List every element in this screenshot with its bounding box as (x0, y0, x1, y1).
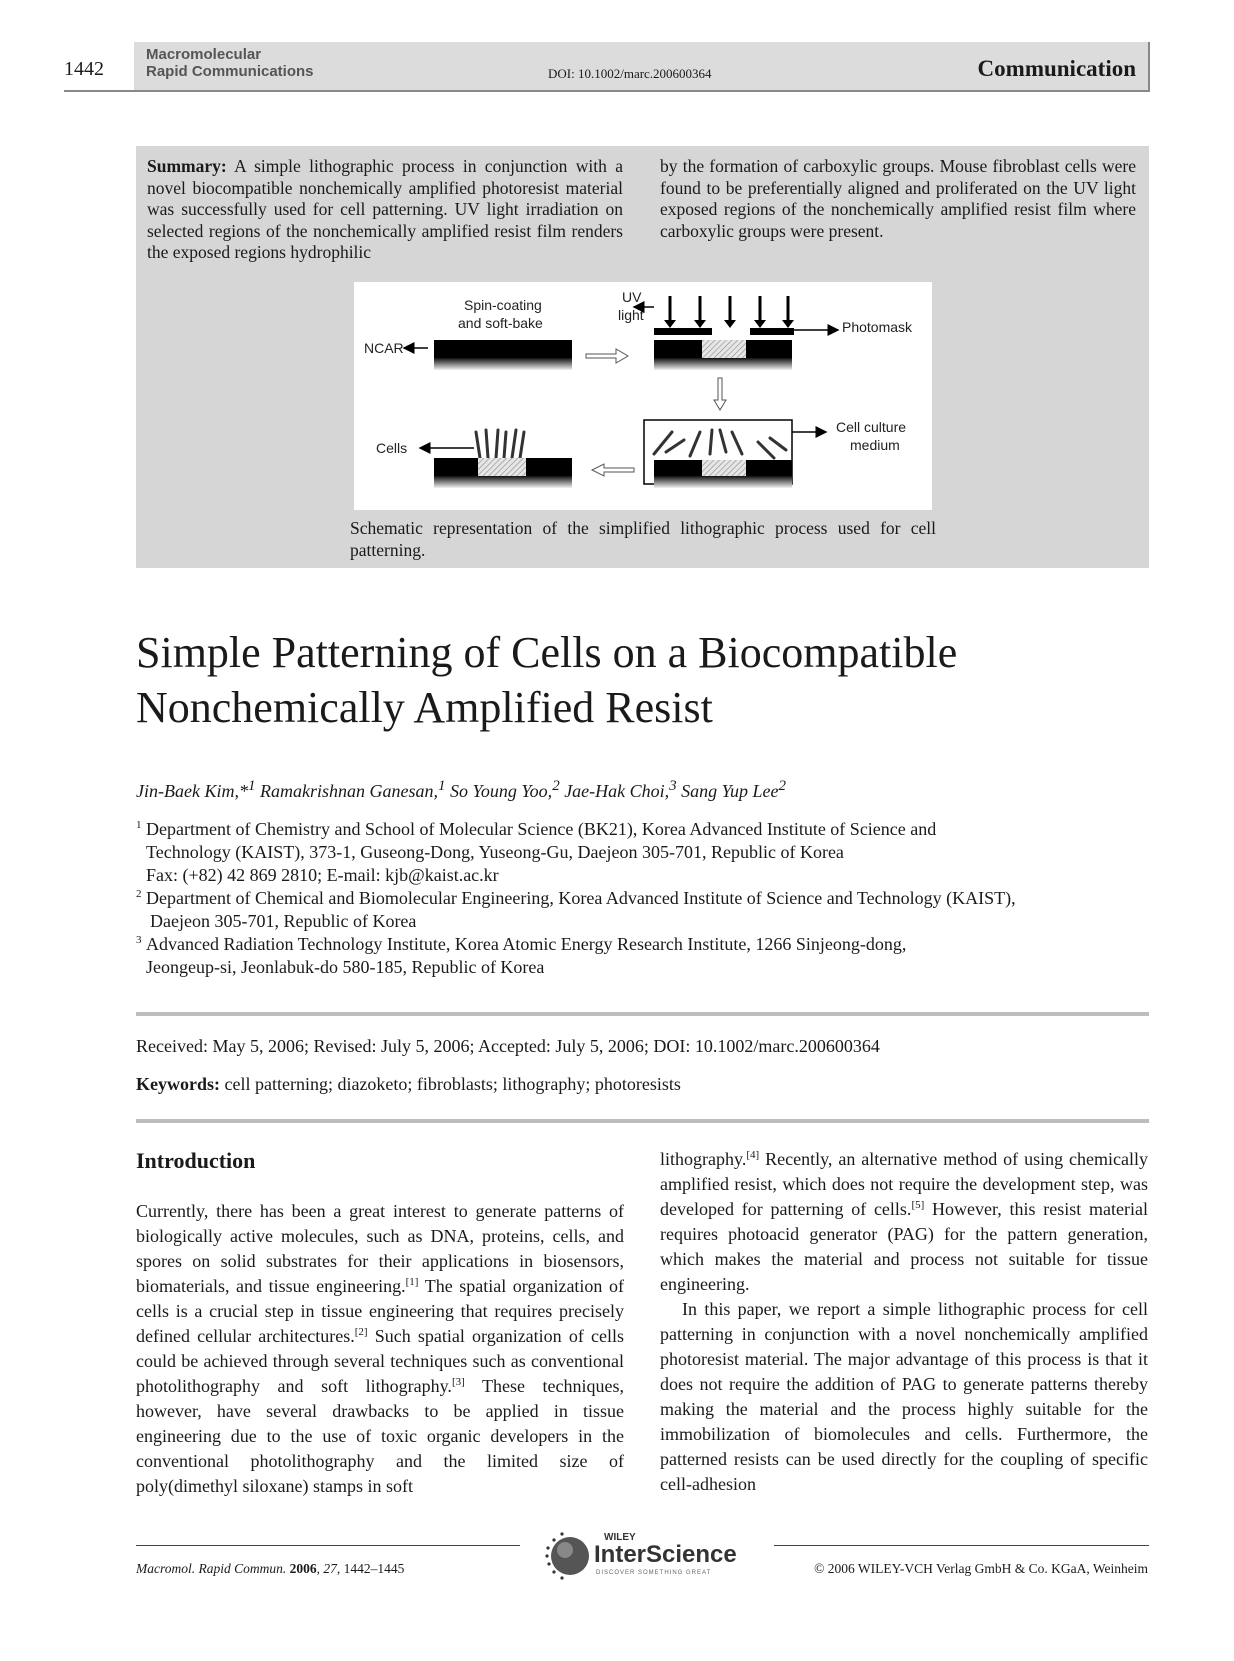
journal-name (146, 46, 314, 80)
body-text: However, this resist material requires photoacid generator (PAG) for the pattern generation, which makes the material and process not suitable for tissue engineering. (660, 1199, 1148, 1294)
header-doi: DOI: 10.1002/marc.200600364 (548, 66, 712, 81)
label-cells: Cells (376, 440, 408, 456)
author-3-sup: 2 (552, 778, 560, 794)
summary-label: Summary: (147, 156, 227, 176)
footer-rule-left (136, 1545, 520, 1546)
footer-pages: 1442–1445 (343, 1561, 405, 1576)
author-2-sup: 1 (437, 778, 446, 794)
affiliation-line: Department of Chemistry and School of Molecular Science (BK21), Korea Advanced Institute of Science and (146, 819, 937, 839)
interscience-logo[interactable] (544, 1528, 754, 1584)
label-spin1: Spin-coating (464, 297, 542, 313)
citation-4[interactable]: [4] (746, 1149, 760, 1161)
header-rule (64, 90, 136, 92)
body-text: The spatial organization of cells is a crucial step in tissue engineering that requires precisely defined cellular architectures. (136, 1276, 624, 1346)
author-4-sup: 3 (669, 778, 677, 794)
citation-5[interactable]: [5] (911, 1199, 925, 1211)
author-5-sup: 2 (778, 778, 787, 794)
affiliation-line: Technology (KAIST), 373-1, Guseong-Dong, Yuseong-Gu, Daejeon 305-701, Republic of Korea (146, 842, 844, 862)
label-medium2: medium (850, 437, 900, 453)
affiliation-line: Daejeon 305-701, Republic of Korea (150, 911, 417, 931)
lithography-schematic (354, 282, 932, 510)
label-spin2: and soft-bake (458, 315, 543, 331)
footer-rule-right (774, 1545, 1149, 1546)
paragraph: In this paper, we report a simple lithographic process for cell patterning in conjunction with a novel nonchemically amplified photoresist material. The major advantage of this process is that it does not require the addition of PAG to generate patterns thereby making the material and the process highly suitable for the immobilization of biomolecules and cells. Furthermore, the patterned resists can be used directly for the coupling of specific cell-adhesion (660, 1299, 1148, 1494)
affiliations (136, 818, 1146, 979)
article-title (136, 625, 1136, 735)
title-line1: Simple Patterning of Cells on a Biocompatible (136, 628, 958, 677)
footer-copyright: © 2006 WILEY-VCH Verlag GmbH & Co. KGaA, Weinheim (814, 1561, 1148, 1576)
logo-interscience: InterScience (594, 1541, 737, 1568)
affiliation-3 (136, 933, 1146, 979)
journal-name-line2: Rapid Communications (146, 63, 314, 80)
label-uv2: light (618, 307, 644, 323)
divider-bottom (136, 1119, 1149, 1123)
affiliation-line: Jeongeup-si, Jeonlabuk-do 580-185, Republic of Korea (146, 957, 545, 977)
affiliation-line: Department of Chemical and Biomolecular Engineering, Korea Advanced Institute of Science and Technology (KAIST), (146, 888, 1016, 908)
body-left-column (136, 1199, 624, 1499)
author-4: Jae-Hak Choi, (564, 781, 670, 801)
introduction-heading: Introduction (136, 1148, 256, 1173)
author-5: Sang Yup Lee (681, 781, 779, 801)
figure-caption: Schematic representation of the simplified lithographic process used for cell patterning. (350, 518, 936, 560)
affiliation-contact: Fax: (+82) 42 869 2810; E-mail: kjb@kaist.ac.kr (146, 865, 499, 885)
uv-arrows (670, 296, 788, 322)
footer-year: 2006 (289, 1561, 317, 1576)
received-dates: Received: May 5, 2006; Revised: July 5, 2006; Accepted: July 5, 2006; DOI: 10.1002/marc.200600364 (136, 1036, 880, 1056)
summary-text-left: A simple lithographic process in conjunction with a novel biocompatible nonchemically amplified photoresist material was successfully used for cell patterning. UV light irradiation on selected regions of the nonchemically amplified resist film renders the exposed regions hydrophilic (147, 156, 623, 262)
affiliation-2 (136, 887, 1146, 933)
footer-citation: Macromol. Rapid Commun. 2006, 27, 1442–1445 (136, 1561, 405, 1576)
label-photomask: Photomask (842, 319, 913, 335)
author-list (136, 778, 1136, 802)
label-uv1: UV (622, 289, 642, 305)
floating-cells (654, 430, 786, 458)
author-2: Ramakrishnan Ganesan, (259, 781, 438, 801)
footer-journal: Macromol. Rapid Commun. (136, 1561, 287, 1576)
author-1: Jin-Baek Kim,* (136, 781, 248, 801)
label-medium1: Cell culture (836, 419, 907, 435)
body-text: Recently, an alternative method of using chemically amplified resist, which does not require the development step, was developed for patterning of cells. (660, 1149, 1148, 1219)
body-text: Currently, there has been a great interest to generate patterns of biologically active molecules, such as DNA, proteins, cells, and spores on solid substrates for their applications in biosensors, biomaterials, and tissue engineering. (136, 1201, 624, 1296)
divider-top (136, 1012, 1149, 1016)
interscience-globe-icon (544, 1528, 754, 1584)
title-line2: Nonchemically Amplified Resist (136, 683, 713, 732)
citation-2[interactable]: [2] (354, 1326, 368, 1338)
keywords-label: Keywords: (136, 1074, 220, 1094)
aligned-cells (476, 430, 524, 458)
author-1-sup: 1 (247, 778, 256, 794)
citation-1[interactable]: [1] (405, 1276, 419, 1288)
citation-3[interactable]: [3] (451, 1376, 465, 1388)
keywords (136, 1074, 681, 1095)
affiliation-3-num: 3 (136, 934, 142, 946)
body-text: Such spatial organization of cells could be achieved through several techniques such as conventional photolithography and soft lithography. (136, 1326, 624, 1396)
footer-volume: 27 (323, 1561, 337, 1576)
keywords-list: cell patterning; diazoketo; fibroblasts; lithography; photoresists (224, 1074, 681, 1094)
affiliation-2-num: 2 (136, 888, 142, 900)
label-ncar: NCAR (364, 340, 404, 356)
summary-right-column: by the formation of carboxylic groups. Mouse fibroblast cells were found to be preferentially aligned and proliferated on the UV light exposed regions of the nonchemically amplified resist film where carboxylic groups were present. (660, 156, 1136, 241)
paragraph (660, 1147, 1148, 1297)
affiliation-1-num: 1 (136, 819, 142, 831)
summary-left-column (147, 156, 623, 264)
affiliation-1 (136, 818, 1146, 887)
affiliation-line: Advanced Radiation Technology Institute, Korea Atomic Energy Research Institute, 1266 Sinjeong-dong, (146, 934, 907, 954)
author-3: So Young Yoo, (449, 781, 553, 801)
body-text: These techniques, however, have several drawbacks to be applied in tissue engineering due to the use of toxic organic developers in the conventional photolithography and the limited size of poly(dimethyl siloxane) stamps in soft (136, 1376, 624, 1496)
journal-name-line1: Macromolecular (146, 46, 262, 63)
logo-tagline: DISCOVER SOMETHING GREAT (596, 1570, 712, 1576)
body-text: lithography. (660, 1149, 747, 1169)
logo-wiley: WILEY (604, 1532, 636, 1543)
page-number: 1442 (64, 58, 104, 80)
schematic-figure (354, 282, 932, 510)
section-label: Communication (977, 56, 1136, 81)
body-right-column (660, 1147, 1148, 1497)
